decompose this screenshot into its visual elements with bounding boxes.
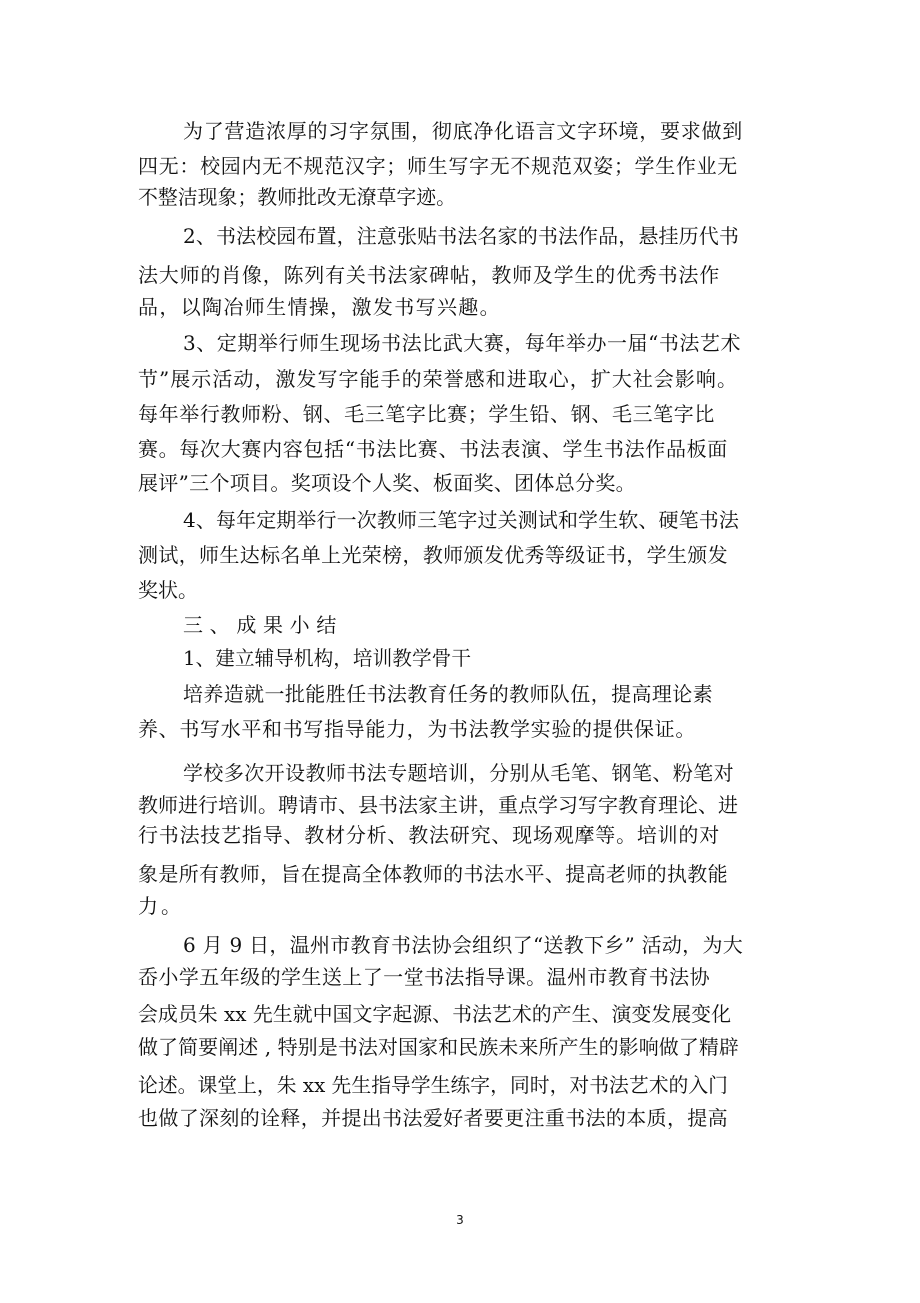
text-line: 会成员朱 xx 先生就中国文字起源、书法艺术的产生、演变发展变化: [138, 1003, 731, 1026]
text-line: 节”展示活动，激发写字能手的荣誉感和进取心，扩大社会影响。: [138, 367, 738, 391]
text-line: 为了营造浓厚的习字氛围，彻底净化语言文字环境，要求做到: [183, 119, 743, 143]
text-line: 岙小学五年级的学生送上了一堂书法指导课。温州市教育书法协: [138, 965, 710, 989]
text-line: 2、书法校园布置，注意张贴书法名家的书法作品，悬挂历代书: [183, 224, 739, 248]
text-line: 象是所有教师，旨在提高全体教师的书法水平、提高老师的执教能: [138, 862, 728, 886]
text-line: 法大师的肖像，陈列有关书法家碑帖，教师及学生的优秀书法作: [138, 263, 720, 287]
page-number: 3: [456, 1213, 464, 1227]
text-line: 培养造就一批能胜任书法教育任务的教师队伍，提高理论素: [183, 682, 713, 706]
text-line: 6 月 9 日，温州市教育书法协会组织了“送教下乡” 活动，为大: [183, 933, 743, 957]
text-line: 论述。课堂上，朱 xx 先生指导学生练字，同时，对书法艺术的入门: [138, 1074, 728, 1097]
text-line: 四无：校园内无不规范汉字；师生写字无不规范双姿；学生作业无: [138, 154, 738, 178]
text-line: 做了简要阐述 , 特别是书法对国家和民族未来所产生的影响做了精辟: [138, 1035, 739, 1059]
text-line: 每年举行教师粉、钢、毛三笔字比赛；学生铅、钢、毛三笔字比: [138, 402, 715, 426]
text-line: 学校多次开设教师书法专题培训，分别从毛笔、钢笔、粉笔对: [183, 761, 734, 785]
text-line: 4、每年定期举行一次教师三笔字过关测试和学生软、硬笔书法: [183, 508, 739, 532]
text-line: 测试，师生达标名单上光荣榜，教师颁发优秀等级证书，学生颁发: [138, 543, 728, 567]
text-line: 展评”三个项目。奖项设个人奖、板面奖、团体总分奖。: [138, 471, 636, 495]
text-line: 教师进行培训。聘请市、县书法家主讲，重点学习写字教育理论、进: [138, 793, 738, 817]
text-line: 不整洁现象；教师批改无潦草字迹。: [138, 186, 456, 209]
text-line: 也做了深刻的诠释，并提出书法爱好者要更注重书法的本质，提高: [138, 1106, 728, 1130]
text-line: 奖状。: [138, 578, 198, 602]
text-line: 行书法技艺指导、教材分析、教法研究、现场观摩等。培训的对: [138, 823, 720, 847]
text-line: 力。: [138, 894, 184, 918]
text-line: 养、书写水平和书写指导能力，为书法教学实验的提供保证。: [138, 717, 696, 741]
text-line: 赛。每次大赛内容包括“书法比赛、书法表演、学生书法作品板面: [138, 437, 728, 461]
text-line: 3、定期举行师生现场书法比武大赛，每年举办一届“书法艺术: [183, 331, 741, 355]
subsection-heading: 1、建立辅导机构，培训教学骨干: [183, 647, 471, 670]
text-line: 品，以陶冶师生情操，激发书写兴趣。: [138, 295, 501, 319]
section-heading: 三、成果小结: [183, 613, 343, 637]
